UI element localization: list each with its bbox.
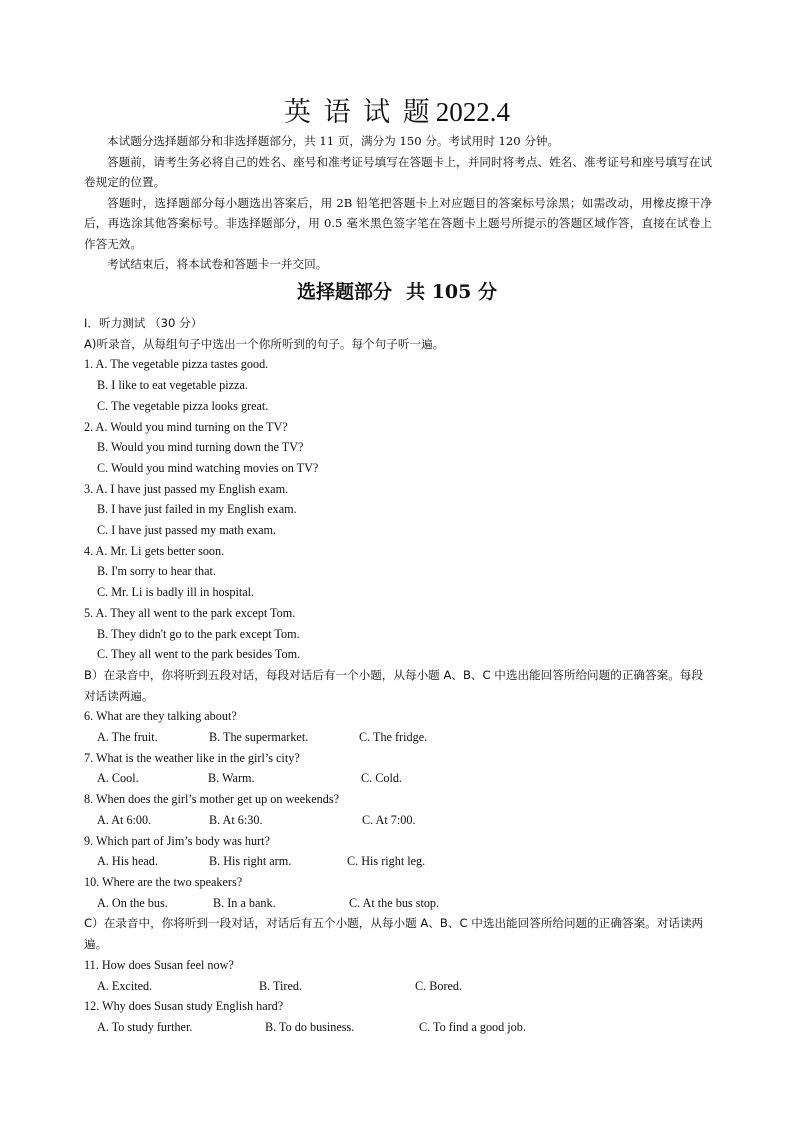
instruction-paragraph: 答题时，选择题部分每小题选出答案后，用 2B 铅笔把答题卡上对应题目的答案标号涂黑；如需改动，用橡皮擦干净后，再选涂其他答案标号。非选择题部分，用 0.5 毫米黑色签字笔在答题卡上题号所提示的答题区域作答，直接在试卷上作答无效。: [84, 195, 712, 251]
option-b: B. To do business.: [265, 1019, 355, 1034]
options-row: [84, 768, 714, 789]
question-stem: 9. Which part of Jim’s body was hurt?: [84, 833, 270, 848]
section-score: 共 105 分: [406, 281, 497, 303]
section-heading: [0, 277, 794, 304]
option-c: C. I have just passed my math exam.: [97, 523, 277, 538]
question-stem: 1. A. The vegetable pizza tastes good.: [84, 357, 269, 372]
option-b: B. At 6:30.: [209, 812, 263, 827]
option-b: B. Tired.: [259, 978, 303, 993]
option-b: B. In a bank.: [213, 895, 276, 910]
option-c: C. His right leg.: [347, 854, 426, 869]
option-a: A. The fruit.: [97, 730, 158, 745]
part-heading: I．听力测试 （30 分）: [84, 316, 203, 330]
option-b: B. The supermarket.: [209, 730, 309, 745]
option-b: B. They didn't go to the park except Tom.: [97, 626, 300, 641]
options-row: [84, 976, 714, 997]
options-row: [84, 851, 714, 872]
option-c: C. Would you mind watching movies on TV?: [97, 460, 319, 475]
instructions-block: [84, 131, 712, 275]
title-text: 英 语 试 题: [284, 97, 432, 128]
part-c-instruction: C）在录音中，你将听到一段对话，对话后有五个小题，从每小题 A、B、C 中选出能回答所给问题的正确答案。对话读两遍。: [84, 916, 704, 952]
option-c: C. Bored.: [415, 978, 463, 993]
option-c: C. They all went to the park besides Tom.: [97, 647, 301, 662]
option-c: C. Mr. Li is badly ill in hospital.: [97, 585, 255, 600]
options-row: [84, 893, 714, 914]
section-title: 选择题部分: [297, 281, 393, 303]
question-stem: 10. Where are the two speakers?: [84, 874, 243, 889]
question-stem: 3. A. I have just passed my English exam.: [84, 481, 289, 496]
option-b: B. I like to eat vegetable pizza.: [97, 378, 248, 393]
question-stem: 4. A. Mr. Li gets better soon.: [84, 543, 225, 558]
option-c: C. Cold.: [361, 771, 402, 786]
option-b: B. His right arm.: [209, 854, 292, 869]
part-a-instruction: A)听录音，从每组句子中选出一个你所听到的句子。每个句子听一遍。: [84, 336, 445, 351]
option-c: C. To find a good job.: [419, 1019, 526, 1034]
options-row: [84, 810, 714, 831]
options-row: [84, 1017, 714, 1038]
option-b: B. I have just failed in my English exam.: [97, 502, 297, 517]
question-stem: 8. When does the girl’s mother get up on weekends?: [84, 792, 339, 807]
title-year: 2022.4: [435, 97, 510, 127]
option-b: B. I'm sorry to hear that.: [97, 564, 216, 579]
option-a: A. On the bus.: [97, 895, 168, 910]
options-row: [84, 727, 714, 748]
page-title: [0, 90, 794, 129]
option-c: C. At the bus stop.: [349, 895, 440, 910]
option-c: C. The fridge.: [359, 730, 428, 745]
option-a: A. To study further.: [97, 1019, 193, 1034]
option-a: A. Cool.: [97, 771, 139, 786]
question-stem: 12. Why does Susan study English hard?: [84, 999, 284, 1014]
part-b-instruction: B）在录音中，你将听到五段对话，每段对话后有一个小题，从每小题 A、B、C 中选出能回答所给问题的正确答案。每段对话读两遍。: [84, 667, 703, 703]
question-stem: 2. A. Would you mind turning on the TV?: [84, 419, 288, 434]
instruction-paragraph: 答题前，请考生务必将自己的姓名、座号和准考证号填写在答题卡上，并同时将考点、姓名、准考证号和座号填写在试卷规定的位置。: [84, 154, 712, 189]
listening-section: [84, 313, 714, 1038]
option-b: B. Warm.: [208, 771, 255, 786]
question-stem: 7. What is the weather like in the girl’s city?: [84, 750, 300, 765]
question-stem: 6. What are they talking about?: [84, 709, 237, 724]
option-c: C. The vegetable pizza looks great.: [97, 398, 269, 413]
option-a: A. Excited.: [97, 978, 153, 993]
option-a: A. His head.: [97, 854, 158, 869]
instruction-paragraph: 本试题分选择题部分和非选择题部分，共 11 页，满分为 150 分。考试用时 120 分钟。: [107, 134, 560, 148]
question-stem: 11. How does Susan feel now?: [84, 957, 234, 972]
instruction-paragraph: 考试结束后，将本试卷和答题卡一并交回。: [107, 257, 328, 271]
question-stem: 5. A. They all went to the park except Tom.: [84, 605, 296, 620]
option-a: A. At 6:00.: [97, 812, 152, 827]
option-b: B. Would you mind turning down the TV?: [97, 440, 304, 455]
option-c: C. At 7:00.: [362, 812, 416, 827]
